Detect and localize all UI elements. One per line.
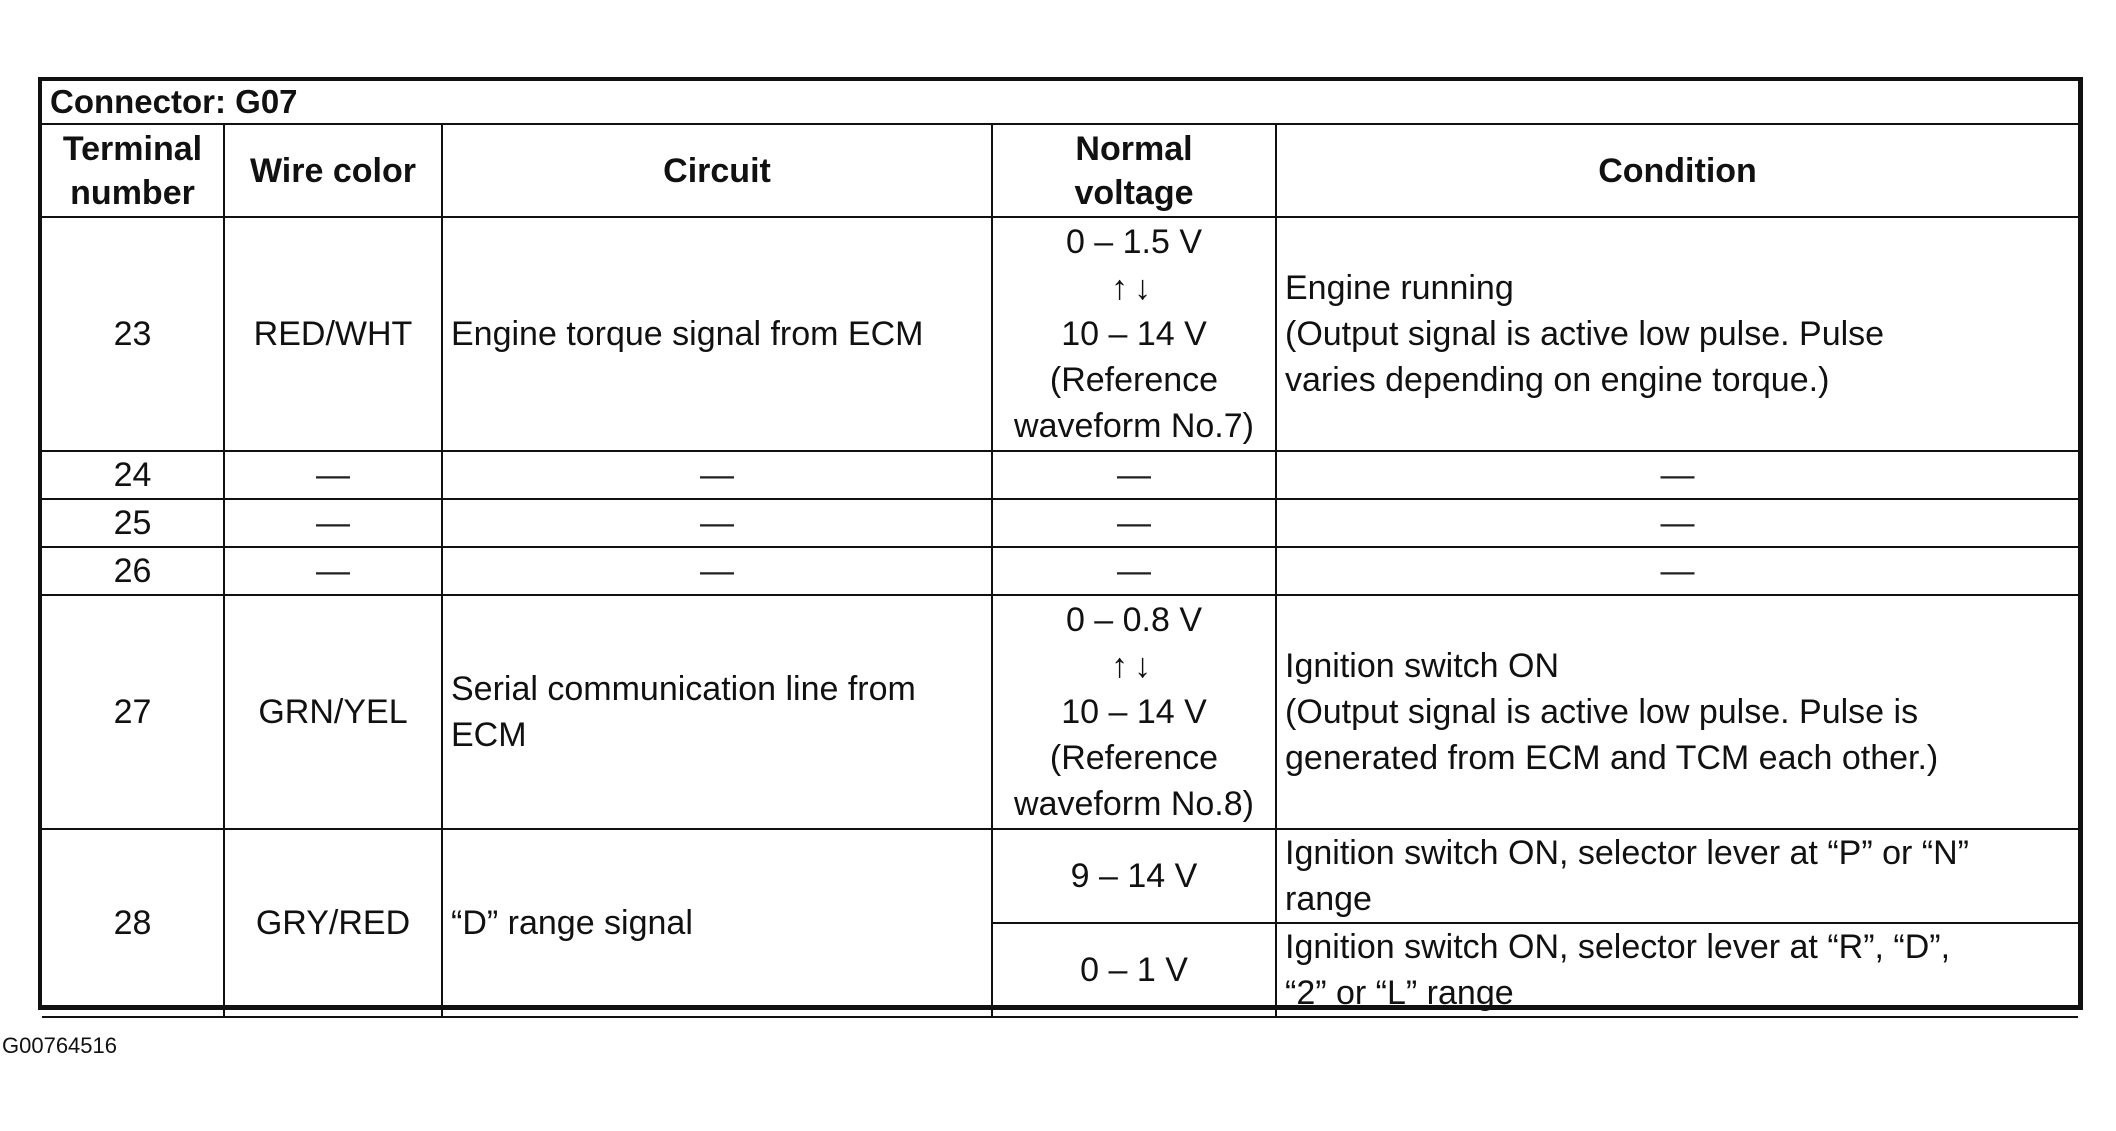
condition-line: “2” or “L” range [1285,974,1514,1012]
header-normal-voltage [992,125,1276,217]
header-terminal-number [42,125,224,217]
condition-line: Engine running [1285,269,1514,307]
condition-line: Ignition switch ON, selector lever at “R”, “D”, [1285,928,1951,966]
header-voltage-line: Normal [1075,129,1193,168]
circuit-line: Serial communication line from [451,670,916,708]
table-row [42,829,2078,923]
terminal-table [42,125,2078,1018]
condition-line: Ignition switch ON, selector lever at “P” or “N” [1285,834,1969,872]
normal-voltage: — [992,547,1276,595]
table-row [42,595,2078,829]
voltage-line: 0 – 0.8 V [1065,601,1203,639]
circuit-line: ECM [451,716,527,754]
voltage-line: waveform No.8) [1014,785,1254,823]
condition-line: generated from ECM and TCM each other.) [1285,739,1939,777]
table-row [42,499,2078,547]
wire-color: — [224,547,442,595]
condition [1276,923,2078,1017]
figure-code: G00764516 [2,1033,117,1058]
voltage-arrows: ↑↓ [1111,647,1157,685]
condition-line: varies depending on engine torque.) [1285,361,1830,399]
wire-color: — [224,499,442,547]
terminal-number: 27 [42,595,224,829]
normal-voltage: — [992,451,1276,499]
terminal-number: 26 [42,547,224,595]
voltage-line: (Reference [1049,361,1219,399]
condition: — [1276,547,2078,595]
terminal-number: 24 [42,451,224,499]
table-row [42,217,2078,451]
normal-voltage [992,217,1276,451]
voltage-line: (Reference [1049,739,1219,777]
terminal-number: 25 [42,499,224,547]
voltage-line: 10 – 14 V [1061,315,1207,353]
voltage-line: 10 – 14 V [1061,693,1207,731]
circuit: — [442,499,992,547]
condition: — [1276,499,2078,547]
voltage-arrows: ↑↓ [1111,269,1157,307]
normal-voltage: 0 – 1 V [992,923,1276,1017]
condition-line: (Output signal is active low pulse. Pulse [1285,315,1885,353]
terminal-number: 23 [42,217,224,451]
voltage-line: 0 – 1.5 V [1065,223,1203,261]
condition: — [1276,451,2078,499]
table-row [42,451,2078,499]
condition-line: range [1285,880,1372,918]
header-condition: Condition [1276,125,2078,217]
condition-line: Ignition switch ON [1285,647,1559,685]
header-wire-color: Wire color [224,125,442,217]
condition-line: (Output signal is active low pulse. Pulse is [1285,693,1919,731]
circuit: — [442,547,992,595]
circuit: — [442,451,992,499]
circuit: Engine torque signal from ECM [442,217,992,451]
wire-color: GRY/RED [224,829,442,1017]
connector-caption: Connector: G07 [42,81,2078,125]
normal-voltage [992,595,1276,829]
table-row [42,547,2078,595]
normal-voltage: — [992,499,1276,547]
terminal-number: 28 [42,829,224,1017]
header-circuit: Circuit [442,125,992,217]
circuit [442,595,992,829]
voltage-line: waveform No.7) [1014,407,1254,445]
connector-table [38,77,2083,1010]
condition [1276,829,2078,923]
header-terminal-line: number [70,173,195,212]
circuit: “D” range signal [442,829,992,1017]
wire-color: RED/WHT [224,217,442,451]
condition [1276,217,2078,451]
wire-color: GRN/YEL [224,595,442,829]
header-terminal-line: Terminal [62,129,203,168]
header-row [42,125,2078,217]
wire-color: — [224,451,442,499]
header-voltage-line: voltage [1074,173,1194,212]
normal-voltage: 9 – 14 V [992,829,1276,923]
condition [1276,595,2078,829]
